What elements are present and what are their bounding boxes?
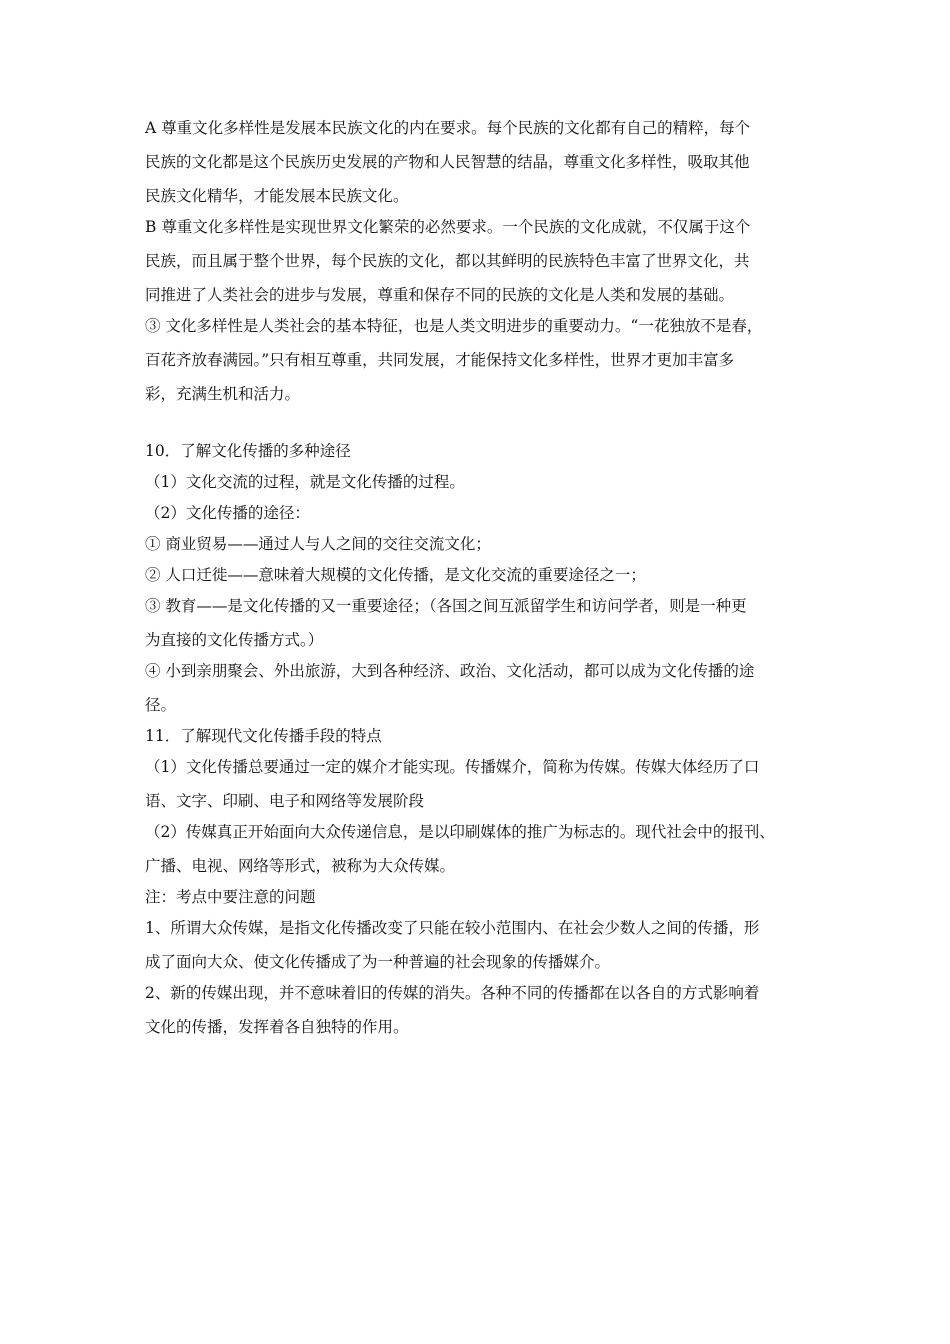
section-gap — [145, 415, 817, 441]
text-line: （2）文化传播的途径： — [145, 504, 310, 522]
text-line: 为直接的文化传播方式。） — [145, 631, 324, 649]
text-line: （1）文化交流的过程，就是文化传播的过程。 — [145, 473, 465, 491]
text-line: （2）传媒真正开始面向大众传递信息，是以印刷媒体的推广为标志的。现代社会中的报刊、 — [145, 823, 775, 841]
text-line: 同推进了人类社会的进步与发展，尊重和保存不同的民族的文化是人类和发展的基础。 — [145, 286, 735, 304]
text-line: （1）文化传播总要通过一定的媒介才能实现。传播媒介，简称为传媒。传媒大体经历了口 — [145, 758, 760, 776]
text-line: 文化的传播，发挥着各自独特的作用。 — [145, 1018, 409, 1036]
text-line: ④ 小到亲朋聚会、外出旅游，大到各种经济、政治、文化活动，都可以成为文化传播的途 — [145, 662, 755, 680]
text-line: 1、所谓大众传媒，是指文化传播改变了只能在较小范围内、在社会少数人之间的传播，形 — [145, 919, 760, 937]
text-line: A 尊重文化多样性是发展本民族文化的内在要求。每个民族的文化都有自己的精粹，每个 — [145, 119, 751, 137]
text-line: B 尊重文化多样性是实现世界文化繁荣的必然要求。一个民族的文化成就，不仅属于这个 — [145, 218, 751, 236]
text-line: 民族文化精华，才能发展本民族文化。 — [145, 187, 409, 205]
text-line: ③ 教育——是文化传播的又一重要途径；（各国之间互派留学生和访问学者，则是一种更 — [145, 597, 747, 615]
text-line: 广播、电视、网络等形式，被称为大众传媒。 — [145, 857, 456, 875]
text-line: ② 人口迁徙——意味着大规模的文化传播，是文化交流的重要途径之一； — [145, 566, 646, 584]
text-line: 成了面向大众、使文化传播成了为一种普遍的社会现象的传播媒介。 — [145, 953, 611, 971]
text-line: ③ 文化多样性是人类社会的基本特征，也是人类文明进步的重要动力。“一花独放不是春， — [145, 317, 763, 335]
text-line: 民族的文化都是这个民族历史发展的产物和人民智慧的结晶，尊重文化多样性，吸取其他 — [145, 153, 750, 171]
text-line: 语、文字、印刷、电子和网络等发展阶段 — [145, 792, 425, 810]
text-line: 民族，而且属于整个世界，每个民族的文化，都以其鲜明的民族特色丰富了世界文化，共 — [145, 252, 750, 270]
document-page — [145, 118, 817, 1048]
section-heading: 10．了解文化传播的多种途径 — [145, 442, 351, 460]
text-line: ① 商业贸易——通过人与人之间的交往交流文化； — [145, 535, 491, 553]
text-line: 2、新的传媒出现，并不意味着旧的传媒的消失。各种不同的传播都在以各自的方式影响着 — [145, 984, 760, 1002]
text-line: 百花齐放春满园。”只有相互尊重，共同发展，才能保持文化多样性，世界才更加丰富多 — [145, 351, 735, 369]
text-line: 彩，充满生机和活力。 — [145, 385, 301, 403]
section-heading: 11．了解现代文化传播手段的特点 — [145, 727, 382, 745]
text-line: 径。 — [145, 696, 177, 714]
note-heading: 注：考点中要注意的问题 — [145, 888, 316, 906]
